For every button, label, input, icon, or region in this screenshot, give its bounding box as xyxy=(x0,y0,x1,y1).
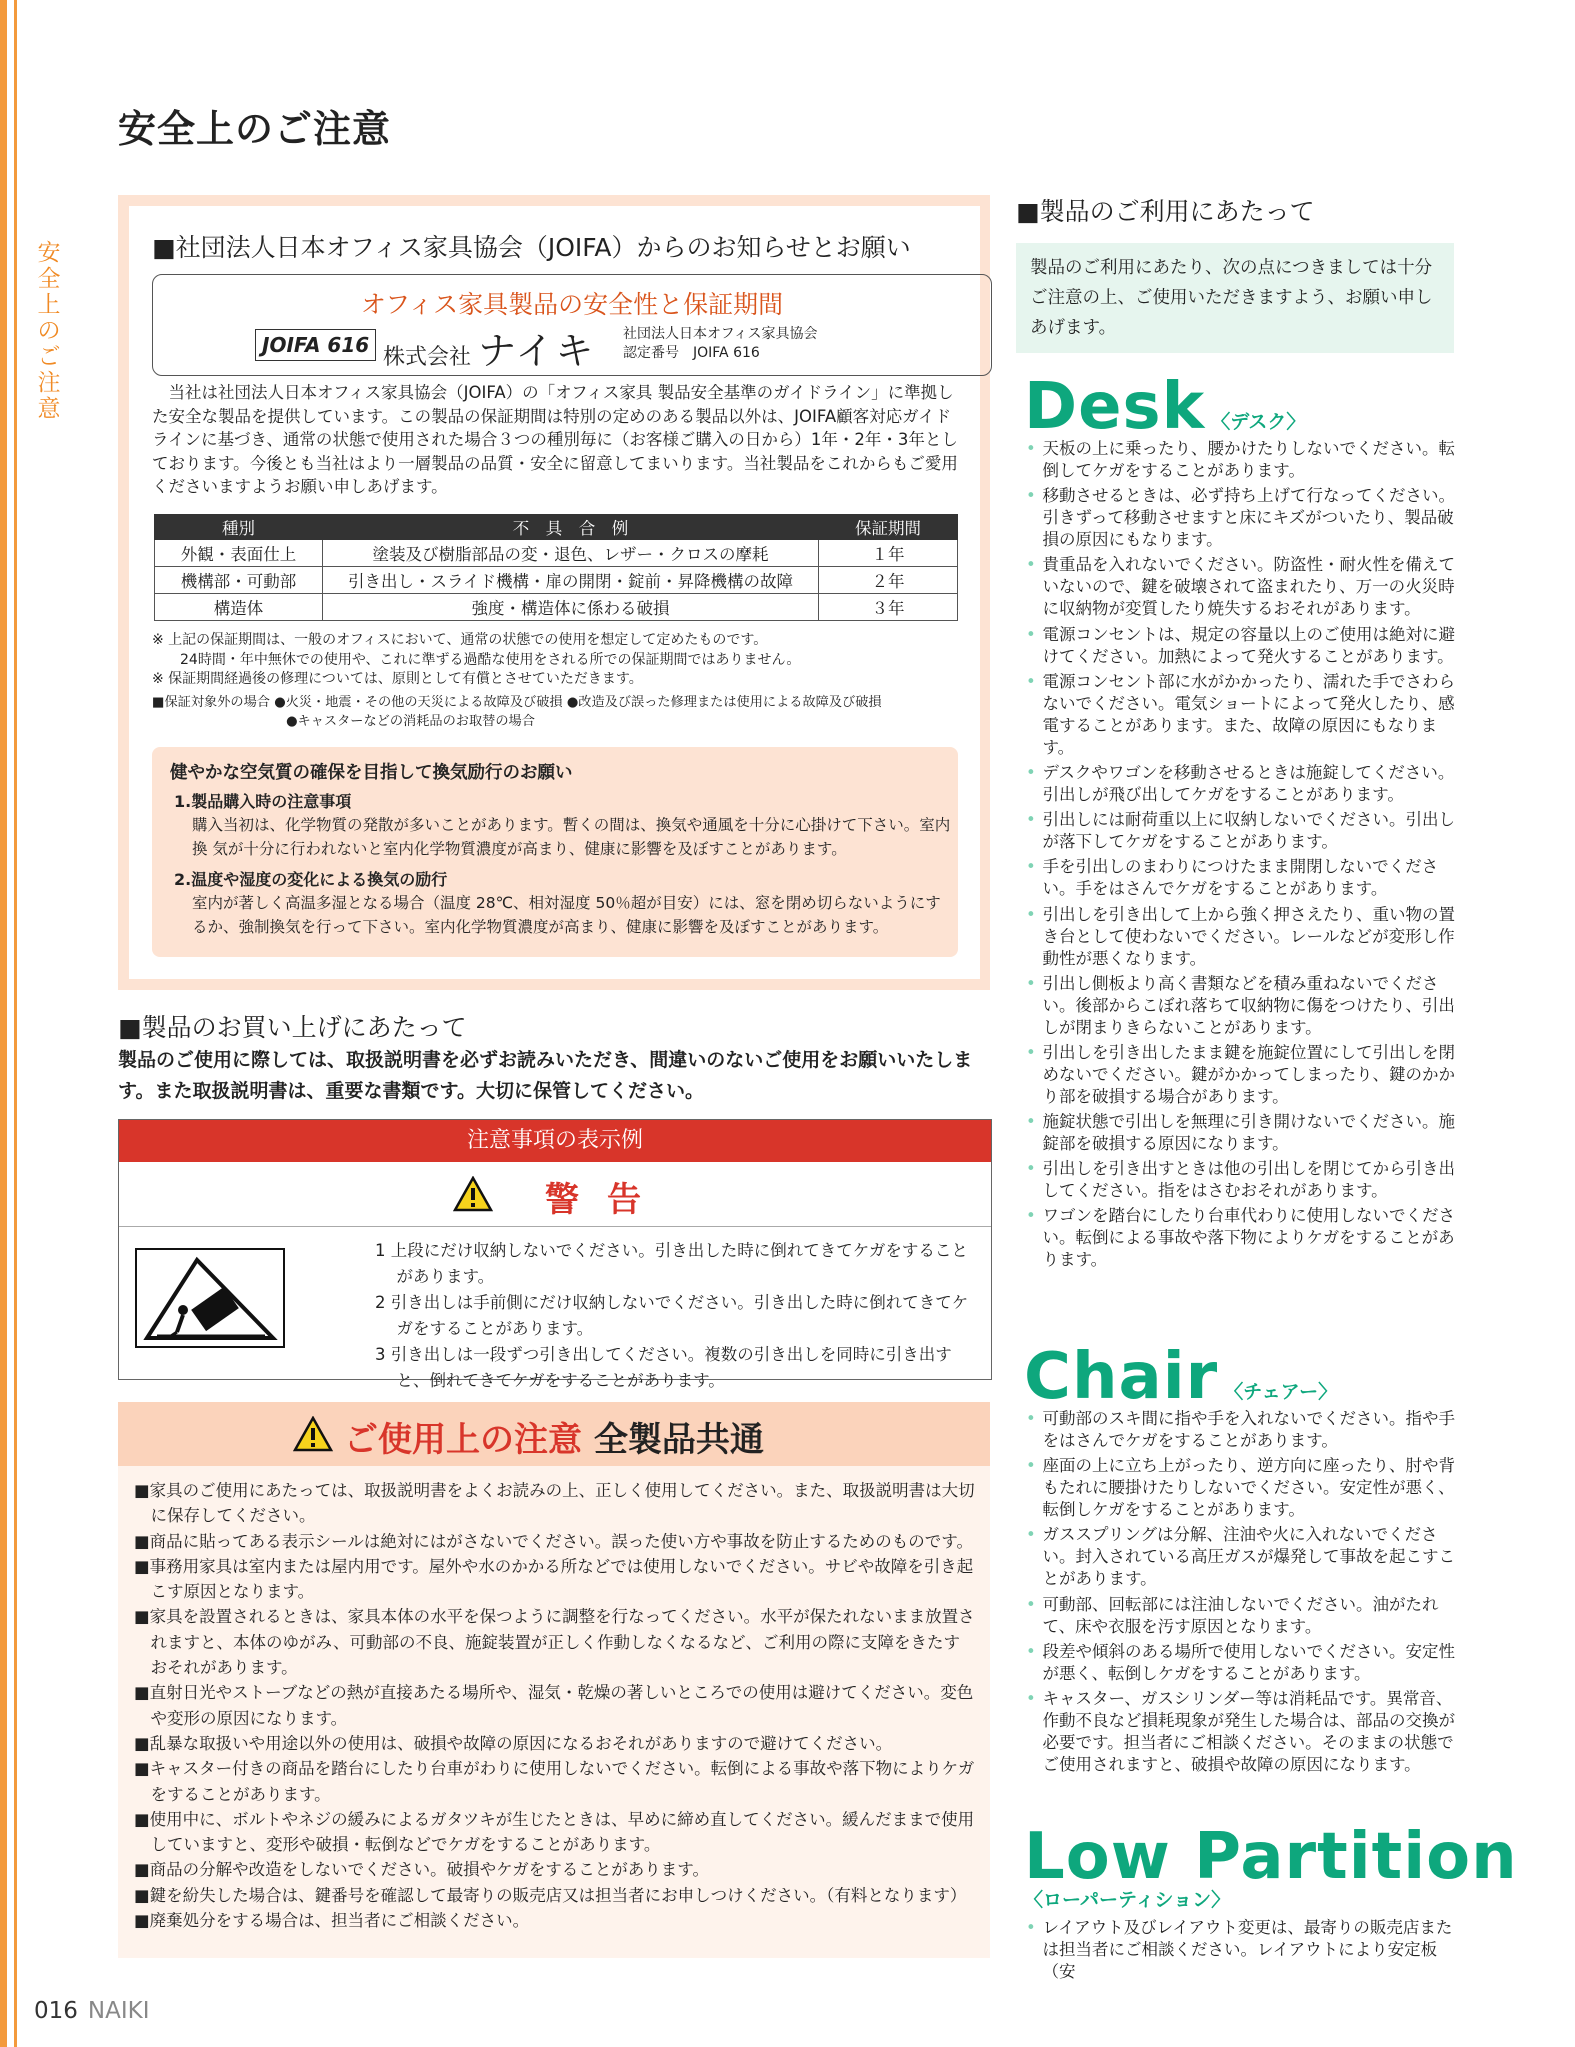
header-defect: 不 具 合 例 xyxy=(323,515,819,540)
note-line: ■保証対象外の場合 ●火災・地震・その他の天災による故障及び破損 ●改造及び誤った修理または使用による故障及び破損 xyxy=(152,694,882,710)
desk-section-title xyxy=(1024,370,1305,444)
company-name xyxy=(383,320,595,375)
page-title: 安全上のご注意 xyxy=(118,107,392,151)
table-row xyxy=(155,594,958,621)
ventilation-heading: 健やかな空気質の確保を目指して換気励行のお願い xyxy=(170,763,573,783)
joifa-badge: JOIFA 616 xyxy=(255,329,376,361)
chair-section-title xyxy=(1024,1340,1337,1414)
example-bar: 注意事項の表示例 xyxy=(119,1120,991,1162)
list-item: • 電源コンセント部に水がかかったり、濡れた手でさわらないでください。電気ショートによって発火したり、感電することがあります。また、故障の原因にもなります。 xyxy=(1026,671,1462,759)
warning-triangle-icon xyxy=(453,1176,493,1212)
list-item: • 貴重品を入れないでください。防盗性・耐火性を備えていないので、鍵を破壊されて盗まれたり、万一の火災時に収納物が変質したり焼失するおそれがあります。 xyxy=(1026,554,1462,620)
ventilation-item-text: 室内が著しく高温多湿となる場合（温度 28℃、相対湿度 50％超が目安）には、窓を閉め切らないようにするか、強制換気を行って下さい。室内化学物質濃度が高まり、健康に影響を及ぼすことがあります。 xyxy=(192,894,941,936)
list-item: ■商品の分解や改造をしないでください。破損やケガをすることがあります。 xyxy=(134,1860,709,1880)
list-item: ■家具を設置されるときは、家具本体の水平を保つように調整を行なってください。水平が保たれないまま放置されますと、本体のゆがみ、可動部の不良、施錠装置が正しく作動しなくなるなど、ご利用の際に支障をきたすおそれがあります。 xyxy=(134,1607,975,1678)
list-item: ■キャスター付きの商品を踏台にしたり台車がわりに使用しないでください。転倒による事故や落下物によりケガをすることがあります。 xyxy=(134,1759,975,1804)
left-color-strip xyxy=(0,0,7,2047)
certification-box xyxy=(152,274,992,376)
chair-caution-list xyxy=(1026,1408,1462,1779)
list-item: 3 引き出しは一段ずつ引き出してください。複数の引き出しを同時に引き出すと、倒れてきてケガをすることがあります。 xyxy=(375,1345,952,1390)
caution-triangle-icon xyxy=(293,1416,333,1452)
side-label-char: 注 xyxy=(37,370,61,396)
page-footer xyxy=(34,1998,150,2024)
purchase-text: 製品のご使用に際しては、取扱説明書を必ずお読みいただき、間違いのないご使用をお願いいたします。また取扱説明書は、重要な書類です。大切に保管してください。 xyxy=(118,1049,973,1102)
list-item: • 手を引出しのまわりにつけたまま開閉しないでください。手をはさんでケガをすることがあります。 xyxy=(1026,856,1462,900)
list-item: • ワゴンを踏台にしたり台車代わりに使用しないでください。転倒による事故や落下物によりケガをすることがあります。 xyxy=(1026,1205,1462,1271)
caution-title-black: 全製品共通 xyxy=(593,1420,764,1460)
list-item: ■使用中に、ボルトやネジの緩みによるガタツキが生じたときは、早めに締め直してください。緩んだままで使用していますと、変形や破損・転倒などでケガをすることがあります。 xyxy=(134,1809,975,1855)
list-item: • 施錠状態で引出しを無理に引き開けないでください。施錠部を破損する原因になります。 xyxy=(1026,1111,1462,1155)
cell-period: １年 xyxy=(819,540,958,567)
list-item: • ガススプリングは分解、注油や火に入れないでください。封入されている高圧ガスが爆発して事故を起こすことがあります。 xyxy=(1026,1524,1462,1590)
list-item: ■事務用家具は室内または屋内用です。屋外や水のかかる所などでは使用しないでください。サビや故障を引き起こす原因となります。 xyxy=(134,1556,974,1602)
usage-text: 製品のご利用にあたり、次の点につきましては十分ご注意の上、ご使用いただきますよう、お願い申しあげます。 xyxy=(1030,258,1433,338)
header-type: 種別 xyxy=(155,515,323,540)
list-item: ■商品に貼ってある表示シールは絶対にはがさないでください。誤った使い方や事故を防止するためのものです。 xyxy=(134,1531,973,1551)
company-prefix: 株式会社 xyxy=(383,345,472,370)
example-list xyxy=(255,1238,975,1394)
joifa-intro: 当社は社団法人日本オフィス家具協会（JOIFA）の「オフィス家具 製品安全基準のガイドライン」に準拠した安全な製品を提供しています。この製品の保証期間は特別の定めのある製品以外は、JOIFA顧客対応ガイドラインに基づき、通常の状態で使用された場合３つの種別毎に（お客様ご購入の日から）1年・2年・3年としております。今後とも当社はより一層製品の品質・安全に留意してまいります。当社製品をこれからもご愛用くださいますようお願い申しあげます。 xyxy=(152,383,958,496)
cell-period: ３年 xyxy=(819,594,958,621)
cell-defect: 強度・構造体に係わる破損 xyxy=(323,594,819,621)
desk-subtitle: 〈デスク〉 xyxy=(1211,411,1306,433)
cert-number: 認定番号 JOIFA 616 xyxy=(623,345,760,361)
list-item: ■家具のご使用にあたっては、取扱説明書をよくお読みの上、正しく使用してください。また、取扱説明書は大切に保存してください。 xyxy=(134,1481,975,1526)
table-row xyxy=(155,540,958,567)
cert-title: オフィス家具製品の安全性と保証期間 xyxy=(360,290,784,319)
warranty-notes xyxy=(152,631,982,732)
low-partition-caution-list xyxy=(1026,1917,1462,1986)
warning-row xyxy=(119,1162,991,1227)
desk-caution-list xyxy=(1026,438,1462,1275)
side-label-char: 上 xyxy=(37,292,61,318)
joifa-heading: ■社団法人日本オフィス家具協会（JOIFA）からのお知らせとお願い xyxy=(152,233,911,262)
caution-title-red: ご使用上の注意 xyxy=(344,1420,582,1460)
warranty-table xyxy=(154,514,958,621)
desk-title: Desk xyxy=(1024,370,1206,444)
side-label-char: 意 xyxy=(37,396,61,422)
ventilation-item-title: 1.製品購入時の注意事項 xyxy=(174,792,352,811)
list-item: • キャスター、ガスシリンダー等は消耗品です。異常音、作動不良など損耗現象が発生した場合は、部品の交換が必要です。担当者にご相談ください。そのままの状態でご使用されますと、破損や故障の原因になります。 xyxy=(1026,1688,1462,1776)
list-item: • 引出しには耐荷重以上に収納しないでください。引出しが落下してケガをすることがあります。 xyxy=(1026,809,1462,853)
list-item: • 引出しを引き出すときは他の引出しを閉じてから引き出してください。指をはさむおそれがあります。 xyxy=(1026,1158,1462,1202)
list-item: • 段差や傾斜のある場所で使用しないでください。安定性が悪く、転倒しケガをすることがあります。 xyxy=(1026,1641,1462,1685)
list-item: ■廃棄処分をする場合は、担当者にご相談ください。 xyxy=(134,1911,530,1931)
side-label-char: 安 xyxy=(37,240,61,266)
note-line: ●キャスターなどの消耗品のお取替の場合 xyxy=(286,714,535,729)
ventilation-item-text: 購入当初は、化学物質の発散が多いことがあります。暫くの間は、換気や通風を十分に心掛けて下さい。室内換 気が十分に行われないと室内化学物質濃度が高まり、健康に影響を及ぼすことがあります。 xyxy=(192,816,951,858)
common-caution-box xyxy=(118,1402,990,1958)
page-number: 016 xyxy=(34,1998,78,2024)
side-label xyxy=(36,240,62,422)
assoc-name: 社団法人日本オフィス家具協会 xyxy=(623,326,818,342)
list-item: 1 上段にだけ収納しないでください。引き出した時に倒れてきてケガをすることがあります。 xyxy=(375,1241,968,1286)
warning-example xyxy=(118,1119,992,1390)
side-label-char: の xyxy=(37,318,61,344)
side-label-char: 全 xyxy=(37,266,61,292)
purchase-heading: ■製品のお買い上げにあたって xyxy=(118,1013,467,1042)
list-item: • 移動させるときは、必ず持ち上げて行なってください。引きずって移動させますと床にキズがついたり、製品破損の原因にもなります。 xyxy=(1026,485,1462,551)
cell-defect: 引き出し・スライド機構・扉の開閉・錠前・昇降機構の故障 xyxy=(323,567,819,594)
ventilation-item-title: 2.温度や湿度の変化による換気の励行 xyxy=(174,870,448,889)
cell-type: 外観・表面仕上 xyxy=(155,540,323,567)
low-partition-subtitle: 〈ローパーティション〉 xyxy=(1024,1889,1231,1911)
list-item: • 引出しを引き出して上から強く押さえたり、重い物の置き台として使わないでください。レールなどが変形し作動性が悪くなります。 xyxy=(1026,904,1462,970)
side-label-char: ご xyxy=(37,344,61,370)
list-item: • レイアウト及びレイアウト変更は、最寄りの販売店または担当者にご相談ください。レイアウトにより安定板（安 xyxy=(1026,1917,1462,1983)
cell-period: ２年 xyxy=(819,567,958,594)
association-info xyxy=(623,325,817,363)
list-item: • 引出し側板より高く書類などを積み重ねないでください。後部からこぼれ落ちて収納物に傷をつけたり、引出しが閉まりきらないことがあります。 xyxy=(1026,973,1462,1039)
list-item: • 電源コンセントは、規定の容量以上のご使用は絶対に避けてください。加熱によって発火することがあります。 xyxy=(1026,624,1462,668)
list-item: 2 引き出しは手前側にだけ収納しないでください。引き出した時に倒れてきてケガをすることがあります。 xyxy=(375,1293,969,1338)
ventilation-notice xyxy=(152,747,958,957)
common-caution-header xyxy=(118,1402,990,1466)
list-item: • 座面の上に立ち上がったり、逆方向に座ったり、肘や背もたれに腰掛けたりしないでください。安定性が悪く、転倒しケガをすることがあります。 xyxy=(1026,1455,1462,1521)
common-caution-list xyxy=(134,1478,976,1933)
note-line: ※ 保証期間経過後の修理については、原則として有償とさせていただきます。 xyxy=(152,671,643,687)
footer-brand: NAIKI xyxy=(87,1998,150,2024)
cell-type: 機構部・可動部 xyxy=(155,567,323,594)
cell-defect: 塗装及び樹脂部品の変・退色、レザー・クロスの摩耗 xyxy=(323,540,819,567)
list-item: • 天板の上に乗ったり、腰かけたりしないでください。転倒してケガをすることがあります。 xyxy=(1026,438,1462,482)
list-item: • 可動部、回転部には注油しないでください。油がたれて、床や衣服を汚す原因となります。 xyxy=(1026,1594,1462,1638)
warning-label: 警告 xyxy=(545,1180,669,1220)
list-item: ■直射日光やストーブなどの熱が直接あたる場所や、湿気・乾燥の著しいところでの使用は避けてください。変色や変形の原因になります。 xyxy=(134,1683,974,1728)
note-line: 24時間・年中無休での使用や、これに準ずる過酷な使用をされる所での保証期間ではありません。 xyxy=(180,651,801,668)
low-partition-title: Low Partition xyxy=(1024,1820,1518,1894)
common-caution-title xyxy=(344,1412,764,1461)
left-thin-strip xyxy=(14,0,17,2047)
list-item: ■鍵を紛失した場合は、鍵番号を確認して最寄りの販売店又は担当者にお申しつけください。（有料となります） xyxy=(134,1885,967,1905)
note-line: ※ 上記の保証期間は、一般のオフィスにおいて、通常の状態での使用を想定して定めたものです。 xyxy=(152,632,768,648)
table-row xyxy=(155,567,958,594)
cell-type: 構造体 xyxy=(155,594,323,621)
chair-title: Chair xyxy=(1024,1340,1219,1414)
list-item: • デスクやワゴンを移動させるときは施錠してください。引出しが飛び出してケガをすることがあります。 xyxy=(1026,762,1462,806)
list-item: • 引出しを引き出したまま鍵を施錠位置にして引出しを閉めないでください。鍵がかかってしまったり、鍵のかかり部を破損する場合があります。 xyxy=(1026,1042,1462,1108)
list-item: ■乱暴な取扱いや用途以外の使用は、破損や故障の原因になるおそれがありますので避けてください。 xyxy=(134,1733,893,1753)
usage-box xyxy=(1016,243,1454,353)
list-item: • 可動部のスキ間に指や手を入れないでください。指や手をはさんでケガをすることがあります。 xyxy=(1026,1408,1462,1452)
company-brand: ナイキ xyxy=(478,329,596,373)
chair-subtitle: 〈チェアー〉 xyxy=(1224,1381,1338,1403)
usage-heading: ■製品のご利用にあたって xyxy=(1016,197,1315,226)
header-period: 保証期間 xyxy=(819,515,958,540)
